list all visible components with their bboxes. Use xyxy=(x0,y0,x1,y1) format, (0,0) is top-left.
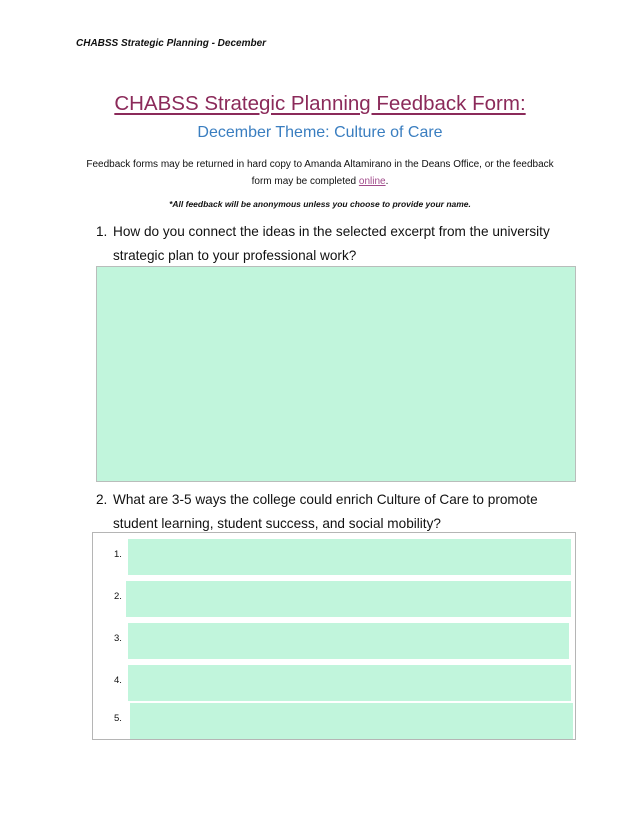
question-1-answer-field[interactable] xyxy=(96,266,576,482)
question-2 xyxy=(96,488,566,536)
anonymity-note: *All feedback will be anonymous unless you choose to provide your name. xyxy=(169,199,471,209)
list-item xyxy=(93,622,575,660)
list-item xyxy=(93,538,575,576)
list-item-number: 4. xyxy=(114,675,122,686)
online-form-link[interactable]: online xyxy=(358,176,386,187)
intro-line-2-before: form may be completed xyxy=(251,176,359,187)
question-2-answer-list xyxy=(92,532,576,740)
question-number: 2. xyxy=(96,492,108,507)
answer-field-2[interactable] xyxy=(126,581,571,617)
list-item xyxy=(93,702,575,740)
list-item-number: 2. xyxy=(114,591,122,602)
answer-field-1[interactable] xyxy=(128,539,571,575)
intro-line-1: Feedback forms may be returned in hard copy to Amanda Altamirano in the Deans Office, or the feedback xyxy=(86,159,554,170)
list-item-number: 1. xyxy=(114,549,122,560)
list-item xyxy=(93,580,575,618)
question-text: How do you connect the ideas in the selected excerpt from the university strategic plan to your professional work? xyxy=(113,224,550,263)
page-title: CHABSS Strategic Planning Feedback Form: xyxy=(114,92,526,115)
question-number: 1. xyxy=(96,224,108,239)
question-1 xyxy=(96,220,566,268)
page-subtitle: December Theme: Culture of Care xyxy=(197,124,443,141)
intro-paragraph xyxy=(76,156,564,190)
question-text: What are 3-5 ways the college could enrich Culture of Care to promote student learning, student success, and social mobility? xyxy=(113,492,538,531)
list-item-number: 5. xyxy=(114,713,122,724)
answer-field-4[interactable] xyxy=(128,665,571,701)
answer-field-3[interactable] xyxy=(128,623,569,659)
list-item xyxy=(93,664,575,702)
intro-line-2-after: . xyxy=(385,176,389,187)
list-item-number: 3. xyxy=(114,633,122,644)
running-header: CHABSS Strategic Planning - December xyxy=(76,38,267,49)
answer-field-5[interactable] xyxy=(130,703,573,739)
